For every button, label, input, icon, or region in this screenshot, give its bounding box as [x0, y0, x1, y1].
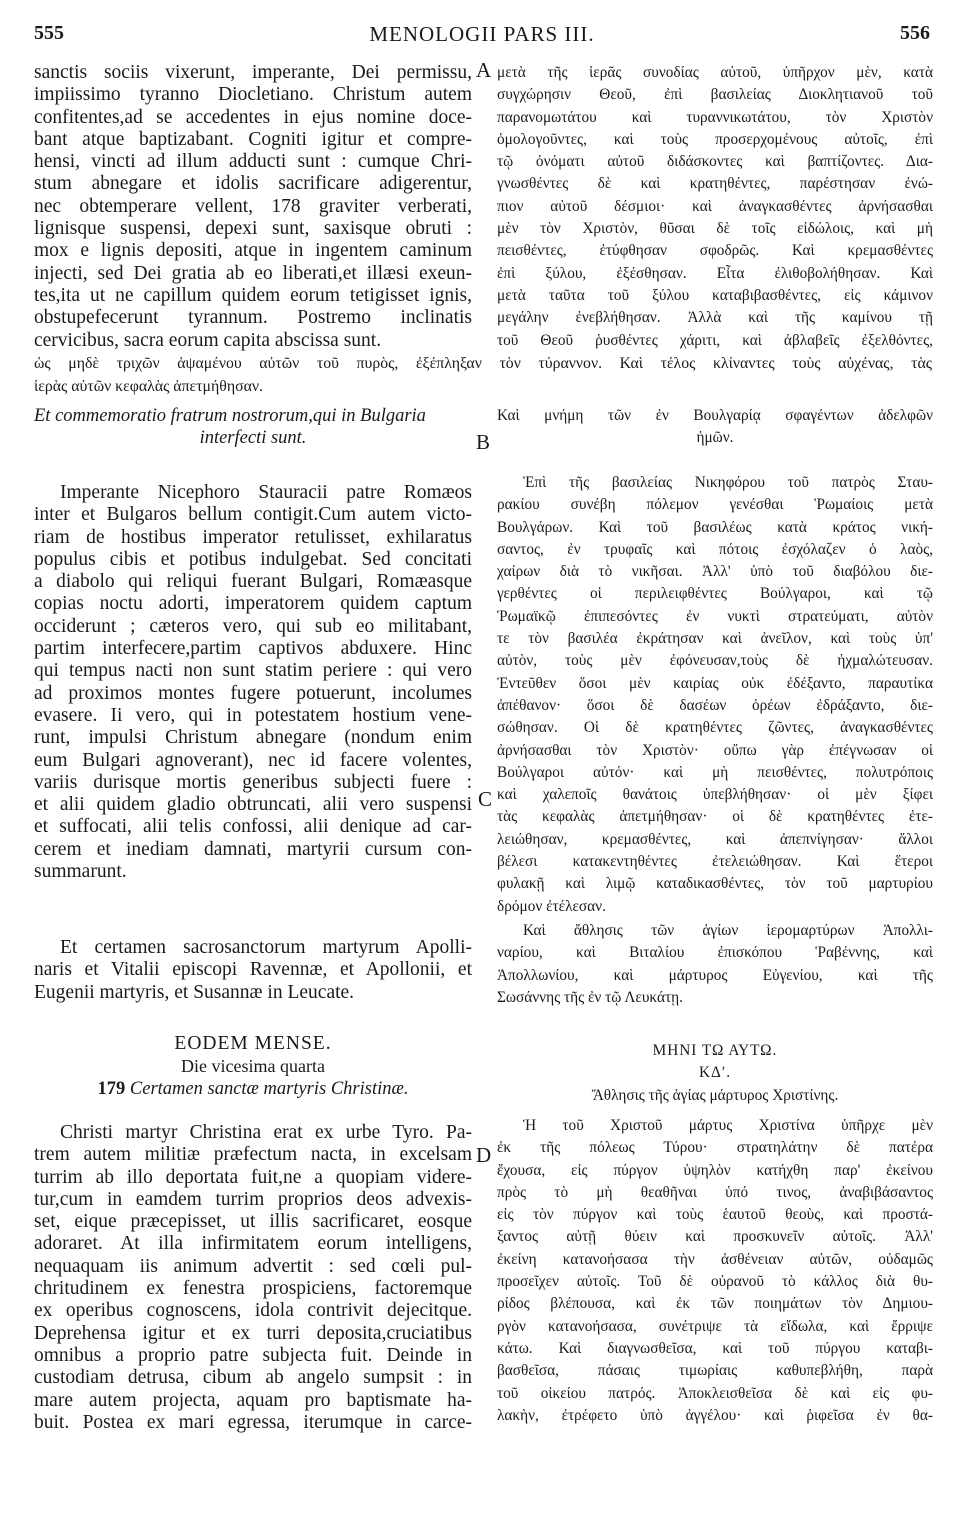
latin-heading-bulgaria [34, 405, 472, 450]
page-number-right: 556 [900, 22, 930, 44]
text-line: φυλακῇ καὶ λιμῷ καταδικασθέντες, τὸν τοῦ μαρτυρίου [497, 875, 933, 893]
text-line: ἔχουσα, εἰς πύργον ὑψηλὸν κατήχθη παρ' ἐκείνου [497, 1161, 933, 1179]
margin-letter-c: C [478, 787, 493, 811]
text-line: impiissimo tyranno Diocletiano. Christum autem [34, 84, 472, 106]
text-line: βασθεῖσα, πάσαις τιμωρίαις καθυπεβλήθη, παρὰ [497, 1362, 933, 1380]
latin-bulgaria-text [34, 482, 472, 883]
text-line: nequaquam iis animum advertit : sed cœli pul- [34, 1255, 472, 1277]
text-line: eum Bulgari agnoverant), nec id facere volentes, [34, 749, 472, 771]
text-line: mare autem projecta, aquam pro baptismate ha- [34, 1389, 472, 1411]
text-line: set, eique præcepisset, ut illis sacrificaret, eosque [34, 1211, 472, 1233]
text-line: τὰς κεφαλὰς ἀπετμήθησαν· οἱ δὲ κρατηθέντες ἐτε- [497, 808, 933, 826]
greek-column-top [497, 62, 933, 352]
text-line: ναρίου, καὶ Βιταλίου ἐπισκόπου Ῥαβέννης, καὶ [497, 944, 933, 962]
text-line: et suffocati, alii telis confossi, alii denique ad car- [34, 816, 472, 838]
text-line: μετὰ τῆς ἱερᾶς συνοδίας αὐτοῦ, ὑπῆρχον μὲν, κατὰ [497, 64, 933, 81]
text-line: Imperante Nicephoro Stauracii patre Romæos [60, 482, 472, 503]
text-line: lignisque suspensi, depexi sunt, saxisque obruti : [34, 218, 472, 240]
text-line: μετὰ ταῦτα τοῦ ξύλου καταβιβασθέντες, εἰς κάμινον [497, 286, 933, 304]
text-line: tur,cum in eamdem turrim proprios deos advexis- [34, 1188, 472, 1210]
text-line: ὡς μηδὲ τριχῶν ἁψαμένου αὐτῶν τοῦ πυρὸς, ἐξέπληξαν τὸν τύραννον. Καὶ τέλος κλίναντες τοὺς αὐχένας, τὰς [34, 355, 932, 372]
text-line: summarunt. [34, 861, 127, 883]
text-line: Et certamen sacrosanctorum martyrum Apolli- [60, 937, 472, 958]
text-line: Deprehensa igitur et ex turri deposita,cruciatibus [34, 1322, 472, 1344]
text-line: Ἐντεῦθεν ὅσοι μὲν καιρίας οὐκ ἐδέξαντο, παραυτίκα [497, 674, 933, 692]
text-line: nec obtemperare vellent, 178 graviter verberati, [34, 195, 472, 217]
text-line: ρακίου συνέβη πόλεμον γενέσθαι Ῥωμαίοις μετὰ [497, 496, 933, 514]
text-line: cerem et inediam damnati, martyrii cursum con- [34, 838, 472, 860]
section-heading: Et commemoratio fratrum nostrorum,qui in Bulgaria [34, 406, 426, 426]
text-line: occiderunt ; cæteros vero, qui sub eo militabant, [34, 615, 472, 637]
greek-certamen [497, 920, 933, 1009]
text-line: copias noctu adorti, imperatorem quidem captum [34, 593, 472, 615]
text-line: omnibus a proprio patre subjecta fuit. Deinde in [34, 1344, 472, 1366]
entry-title: Ἄθλησις τῆς ἁγίας μάρτυρος Χριστίνης. [591, 1086, 839, 1104]
text-line: qui tempus nacti non sunt statim periere : qui vero [34, 660, 472, 682]
latin-certamen [34, 937, 472, 1004]
latin-column-top [34, 62, 472, 352]
text-line: et alii quidem gladio obtruncati, alii vero suspensi [34, 794, 472, 816]
text-line: evasere. Ii vero, qui in potestatem hostium vene- [34, 704, 472, 726]
text-line: σώθησαν. Οἱ δὲ κρατηθέντες ζῶντες, ἀναγκασθέντες [497, 719, 933, 737]
section-subheading: ΚΔʹ. [698, 1064, 732, 1082]
section-heading: Καὶ μνήμη τῶν ἐν Βουλγαρίᾳ σφαγέντων ἀδελφῶν [497, 407, 933, 424]
text-line: ξαντος αὐτῇ θύειν καὶ προσκυνεῖν αὐτοῖς. Ἀλλ' [497, 1228, 933, 1246]
latin-christina-text [34, 1122, 472, 1434]
text-line: Καὶ ἄθλησις τῶν ἁγίων ἱερομαρτύρων Ἀπολλι- [523, 922, 933, 939]
entry-title-text: Certamen sanctæ martyris Christinæ. [129, 1078, 409, 1099]
text-line: δρόμον ἐτέλεσαν. [497, 897, 606, 915]
section-heading: EODEM MENSE. [174, 1033, 332, 1054]
text-line: ἱερὰς αὐτῶν κεφαλὰς ἀπετμήθησαν. [34, 378, 263, 395]
text-line: τε τὸν βασιλέα ἐκράτησαν καὶ ἀνεῖλον, καὶ τοὺς ὑπ' [497, 630, 933, 648]
section-subheading: Die vicesima quarta [181, 1056, 325, 1077]
text-line: chritudinem ex fenestra prospiciens, factoremque [34, 1278, 472, 1300]
text-line: turrim ab illo deportata fuit,ne a quopiam videre- [34, 1166, 472, 1188]
text-line: ἐπὶ ξύλου, ἐξέσθησαν. Εἶτα ἐλιθοβολήθησαν. Καὶ [497, 264, 933, 282]
text-line: sanctis sociis vixerunt, imperante, Dei permissu, [34, 62, 472, 83]
text-line: ex operibus cognoscens, idola contrivit dejecitque. [34, 1300, 472, 1322]
margin-letter-b: B [476, 430, 491, 454]
margin-letter-d: D [476, 1143, 492, 1167]
text-line: bant atque baptizabant. Cogniti igitur et compre- [34, 128, 472, 150]
section-heading: interfecti sunt. [199, 428, 307, 449]
text-line: cervicibus, sacra eorum capita abscissa sunt. [34, 329, 382, 351]
greek-bulgaria-text [497, 472, 933, 918]
text-line: hensi, vincti ad illum adducti sunt : cumque Chri- [34, 151, 472, 173]
text-line: πεισθέντες, ἐτύφθησαν σφοδρῶς. Καὶ κρεμασθέντες [497, 242, 933, 260]
text-line: Eugenii martyris, et Susannæ in Leucate. [34, 981, 355, 1003]
text-line: Βουλγάρων. Καὶ τοῦ βασιλέως κατὰ κράτος νική- [497, 518, 933, 536]
text-line: trem autem militiæ præfectum nacta, in excelsam [34, 1144, 472, 1166]
text-line: populus cibis et potibus indulgebat. Sed concitati [34, 548, 472, 570]
text-line: λακὴν, ἐτρέφετο ὑπὸ ἀγγέλου· καὶ ῥιφεῖσα ἐν θα- [497, 1406, 933, 1424]
latin-month-heading [34, 1033, 472, 1100]
greek-month-heading [497, 1040, 933, 1107]
text-line: a diabolo qui reliqui fuerant Bulgari, Romæasque [34, 571, 472, 593]
text-line: προσεῖχεν αὐτοῖς. Τοῦ δὲ οὐρανοῦ τὸ κάλλος διὰ θυ- [497, 1273, 933, 1291]
text-line: inter et Bulgaros bellum contigit.Cum autem victo- [34, 504, 472, 526]
text-line: adoraret. At illa infirmitatem eorum intelligens, [34, 1233, 472, 1255]
entry-title [34, 1078, 472, 1100]
text-line: μὲν τὸν Χριστὸν, θῦσαι δὲ τοῖς εἰδώλοις, καὶ μὴ [497, 220, 933, 238]
text-line: ad proximos montes fugere potuerunt, incolumes [34, 682, 472, 704]
text-line: mox e lignis depositi, atque in ingentem caminum [34, 240, 472, 262]
text-line: runt, impulsi Christum abnegare (nondum enim [34, 727, 472, 749]
text-line: τοῦ Θεοῦ ῥυσθέντες χάριτι, καὶ ἀβλαβεῖς ἐξελθόντες, [497, 331, 933, 349]
text-line: ἐκείνη κατανοήσασα τὴν ἀσθένειαν αὐτῶν, οὐδαμῶς [497, 1250, 933, 1268]
text-line: πιον αὐτοῦ δέσμιοι· καὶ ἀναγκασθέντες ἀρνήσασθαι [497, 197, 933, 215]
text-line: Ἡ τοῦ Χριστοῦ μάρτυς Χριστίνα ὑπῆρχε μὲν [523, 1117, 933, 1134]
text-line: Christi martyr Christina erat ex urbe Tyro. Pa- [60, 1122, 472, 1143]
text-line: γνωσθέντες δὲ καὶ κρατηθέντες, παρέστησαν ἐνώ- [497, 175, 933, 193]
text-line: τοῦ οἰκείου πατρός. Ἀποκλεισθεῖσα δὲ καὶ εἰς φυ- [497, 1384, 933, 1402]
text-line: εἰς τὸν πύργον καὶ τοὺς ἑαυτοῦ θεοὺς, καὶ προστά- [497, 1206, 933, 1224]
text-line: variis durisque mortis generibus subjecti fuere : [34, 771, 472, 793]
text-line: ργὸν κατανοήσασα, συνέτριψε τὰ εἴδωλα, καὶ ἔρριψε [497, 1317, 933, 1335]
text-line: riam de hostibus imperator retulisset, exhilaratus [34, 526, 472, 548]
text-line: συγχώρησιν Θεοῦ, ἐπὶ βασιλείας Διοκλητιανοῦ τοῦ [497, 86, 933, 104]
text-line: ἀπέθανον· ὅσοι δὲ δασέων ὀρέων ἐδράξαντο, διε- [497, 696, 933, 714]
text-line: κάτω. Καὶ διαγνωσθεῖσα, καὶ τοῦ πύργου καταβι- [497, 1339, 933, 1357]
text-line: buit. Postea ex mari egressa, iterumque in carce- [34, 1411, 472, 1433]
text-line: ἀρνήσασθαι τὸν Χριστὸν· οὔπω γὰρ ἐπέγνωσαν οἱ [497, 741, 933, 759]
text-line: λειώθησαν, κρεμασθέντες, καὶ ἀπεπνίγησαν· ἄλλοι [497, 830, 933, 848]
text-line: confitentes,ad se accedentes in ejus nomine doce- [34, 106, 472, 128]
text-line: Βούλγαροι αὐτόν· καὶ μὴ πεισθέντες, πολυτρόποις [497, 763, 933, 781]
text-line: ρίδος βλέπουσα, καὶ ἐκ τῶν ποιημάτων τὸν Δημιου- [497, 1295, 933, 1313]
text-line: γερθέντες οἱ περιλειφθέντες Βούλγαροι, καὶ τῷ [497, 585, 933, 603]
text-line: naris et Vitalii episcopi Ravennæ, et Apollonii, et [34, 959, 472, 981]
margin-letter-a: A [476, 58, 492, 82]
text-line: Ῥωμαϊκῷ ἐπιπεσόντες ἐν νυκτὶ στρατεύματι, αὐτὸν [497, 607, 933, 625]
greek-heading-bulgaria [497, 405, 933, 450]
text-line: σαντος, ἐν τρυφαῖς καὶ πότοις ἐσχόλαζεν ὁ λαὸς, [497, 540, 933, 558]
page-header [34, 22, 930, 50]
text-line: παρανομωτάτου καὶ τυραννικωτάτου, τὸν Χριστὸν [497, 108, 933, 126]
text-line: stum abnegare et idolis sacrificare adigerentur, [34, 173, 472, 195]
text-line: ὁμολογοῦντες, καὶ τοὺς προσερχομένους αὐτοῖς, ἐπὶ [497, 130, 933, 148]
greek-full-width [34, 352, 932, 398]
text-line: πρὸς τὸ μὴ θεαθῆναι ὑπό τινος, ἀναβιβάσαντος [497, 1183, 933, 1201]
entry-number: 179 [97, 1078, 126, 1099]
text-line: αὐτὸν, τοὺς μὲν ἐφόνευσαν,τοὺς δὲ ἠχμαλώτευσαν. [497, 652, 933, 670]
text-line: τῷ ὀνόματι αὐτοῦ διδάσκοντες καὶ βαπτίζοντες. Δια- [497, 153, 933, 171]
text-line: obstupefecerunt tyrannum. Postremo inclinatis [34, 307, 472, 329]
text-line: partim interfecere,partim captivos abduxere. Hinc [34, 638, 472, 660]
text-line: ἐκ τῆς πόλεως Τύρου· στρατηλάτην δὲ πατέρα [497, 1139, 933, 1157]
greek-christina-text [497, 1115, 933, 1427]
running-title: MENOLOGII PARS III. [369, 22, 595, 46]
section-heading: ἡμῶν. [696, 429, 734, 447]
text-line: μεγάλην ἐνεβλήθησαν. Ἀλλὰ καὶ τῆς καμίνου τῇ [497, 309, 933, 327]
text-line: Σωσάννης τῆς ἐν τῷ Λευκάτῃ. [497, 988, 683, 1006]
page-number-left: 555 [34, 22, 64, 44]
text-line: Ἀπολλωνίου, καὶ μάρτυρος Εὐγενίου, καὶ τῆς [497, 966, 933, 984]
text-line: custodiam detrusa, cibum ab angelo sumpsit : in [34, 1367, 472, 1389]
text-line: tes,ita ut ne capillum quidem eorum tetigisset ignis, [34, 284, 472, 306]
text-line: injecti, sed Dei gratia ab eo liberati,et illæsi exeun- [34, 262, 472, 284]
text-line: βέλεσι κατακεντηθέντες ἐτελειώθησαν. Καὶ ἕτεροι [497, 853, 933, 871]
text-line: καὶ χαλεποῖς θανάτοις ὑπεβλήθησαν· οἱ μὲν ξίφει [497, 786, 933, 804]
section-heading: ΜΗΝΙ ΤΩ ΑΥΤΩ. [652, 1042, 778, 1059]
text-line: χαίρων διὰ τὸ νικῆσαι. Ἀλλ' ὑπὸ τοῦ διαβόλου διε- [497, 563, 933, 581]
text-line: Ἐπὶ τῆς βασιλείας Νικηφόρου τοῦ πατρὸς Σταυ- [523, 474, 933, 491]
